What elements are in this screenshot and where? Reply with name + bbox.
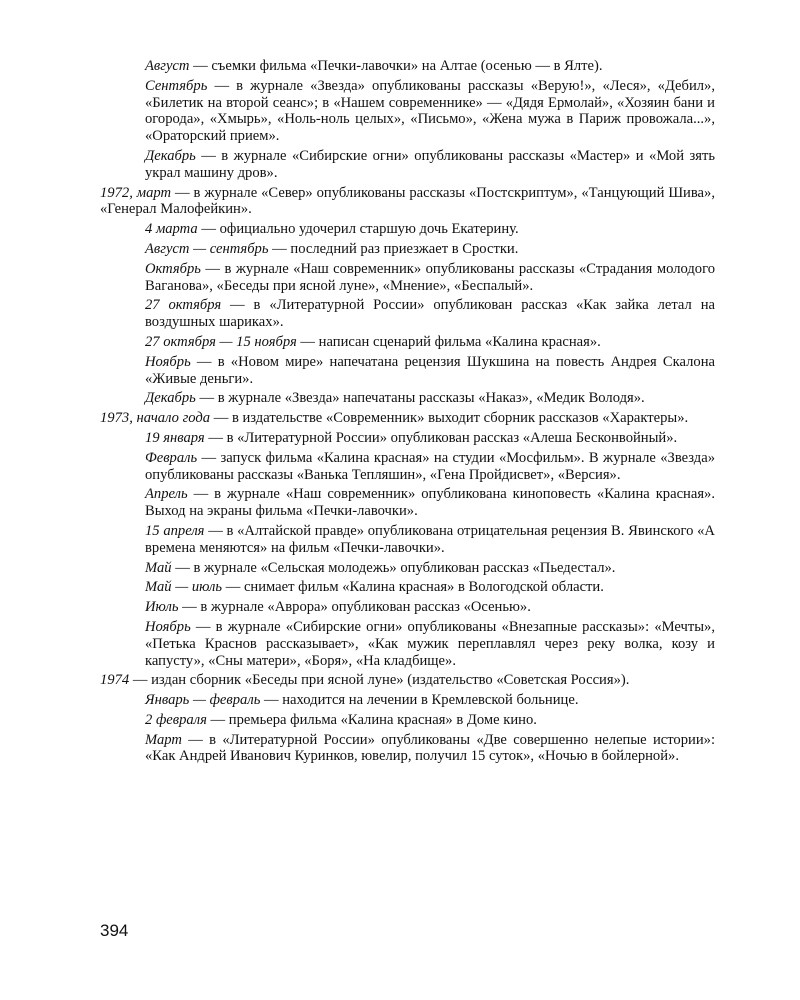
entry-date: Ноябрь: [145, 353, 191, 370]
entry-text: — премьера фильма «Калина красная» в Доме кино.: [206, 711, 537, 728]
entry-text: — в «Алтайской правде» опубликована отрицательная рецензия В. Явинского «А времена меняются» на фильм «Печки-лавочки».: [145, 522, 715, 556]
entry: [145, 619, 715, 669]
entry-text: — запуск фильма «Калина красная» на студии «Мосфильм». В журнале «Звезда» опубликованы рассказы «Ванька Тепляшин», «Гена Пройдисвет», «Версия».: [145, 449, 715, 483]
page-number: 394: [100, 921, 129, 940]
entry-text: — в журнале «Наш современник» опубликована киноповесть «Калина красная». Выход на экраны фильма «Печки-лавочки».: [145, 486, 715, 520]
entry-text: — в журнале «Сибирские огни» опубликованы рассказы «Мастер» и «Мой зять украл машину дров».: [145, 147, 715, 181]
entry-text: — в «Литературной России» опубликован рассказ «Алеша Бесконвойный».: [204, 429, 678, 446]
entry-date: Апрель: [145, 486, 188, 503]
entry-date: Декабрь: [145, 390, 196, 407]
entry-text: — снимает фильм «Калина красная» в Вологодской области.: [222, 579, 604, 596]
entry: [145, 58, 715, 75]
entry-date: Март: [145, 731, 182, 748]
entry-text: — официально удочерил старшую дочь Екатерину.: [197, 221, 519, 238]
entry-date: 4 марта: [145, 221, 198, 238]
entry-date: Май — июль: [145, 579, 223, 596]
entry: [145, 599, 715, 616]
entry: [145, 523, 715, 557]
entry-text: — последний раз приезжает в Сростки.: [268, 240, 519, 257]
entry-text: — в издательстве «Современник» выходит сборник рассказов «Характеры».: [210, 410, 689, 427]
entry-text: — находится на лечении в Кремлевской больнице.: [260, 692, 579, 709]
chronology-text: [100, 58, 715, 768]
year-entry: [100, 410, 715, 427]
entry-text: — в «Литературной России» опубликованы «Две совершенно нелепые истории»: «Как Андрей Иванович Куринков, ювелир, получил 15 суток», «Ночью в бойлерной».: [145, 731, 715, 765]
entry-text: — в «Новом мире» напечатана рецензия Шукшина на повесть Андрея Скалона «Живые деньги».: [145, 353, 715, 387]
entry-date: 1973, начало года: [100, 410, 211, 427]
entry-date: Февраль: [145, 449, 198, 466]
entry-date: 27 октября — 15 ноября: [145, 333, 297, 350]
entry: [145, 579, 715, 596]
entry-date: 27 октября: [145, 297, 222, 314]
entry-text: — съемки фильма «Печки-лавочки» на Алтае (осенью — в Ялте).: [189, 58, 603, 74]
year-entry: [100, 672, 715, 689]
entry: [145, 221, 715, 238]
entry-date: Декабрь: [145, 147, 196, 164]
entry-date: Август — сентябрь: [145, 240, 269, 257]
entry-date: Июль: [145, 599, 179, 616]
entry-date: Январь — февраль: [145, 692, 261, 709]
entry: [145, 732, 715, 766]
entry-text: — в «Литературной России» опубликован рассказ «Как зайка летал на воздушных шариках».: [145, 297, 715, 331]
entry-date: Октябрь: [145, 260, 201, 277]
entry: [145, 712, 715, 729]
entry-text: — в журнале «Сибирские огни» опубликованы «Внезапные рассказы»: «Мечты», «Петька Краснов рассказывает», «Как мужик переплавлял через реку волка, козу и капусту», «Сны матери», «Боря», «На кладбище».: [145, 618, 715, 669]
entry: [145, 334, 715, 351]
entry: [145, 148, 715, 182]
entry-text: — в журнале «Звезда» опубликованы рассказы «Верую!», «Леся», «Дебил», «Билетик на второй сеанс»; в «Нашем современнике» — «Дядя Ермолай», «Хозяин бани и огорода», «Хмырь», «Ноль-ноль целых», «Письмо», «Жена мужа в Париж провожала...», «Ораторский прием».: [145, 77, 715, 145]
entry: [145, 486, 715, 520]
entry-text: — в журнале «Аврора» опубликован рассказ «Осенью».: [178, 599, 531, 616]
entry-date: Май: [145, 559, 172, 576]
entry-date: 15 апреля: [145, 522, 205, 539]
entry-text: — в журнале «Сельская молодежь» опубликован рассказ «Пьедестал».: [171, 559, 616, 576]
entry: [145, 430, 715, 447]
entry-text: — в журнале «Наш современник» опубликованы рассказы «Страдания молодого Ваганова», «Беседы при ясной луне», «Мнение», «Беспалый».: [145, 260, 715, 294]
entry: [145, 692, 715, 709]
entry: [145, 390, 715, 407]
entry: [145, 297, 715, 331]
entry: [145, 354, 715, 388]
entry: [145, 560, 715, 577]
entry-date: 1972, март: [100, 184, 172, 201]
entry: [145, 450, 715, 484]
entry-date: 1974: [100, 672, 130, 689]
entry-date: Ноябрь: [145, 618, 191, 635]
entry: [145, 78, 715, 145]
entry-text: — издан сборник «Беседы при ясной луне» (издательство «Советская Россия»).: [129, 672, 630, 689]
entry-date: 19 января: [145, 429, 205, 446]
entry-text: — в журнале «Север» опубликованы рассказы «Постскриптум», «Танцующий Шива», «Генерал Малофейкин».: [100, 184, 715, 218]
entry: [145, 261, 715, 295]
entry-date: 2 февраля: [145, 711, 207, 728]
entry-text: — в журнале «Звезда» напечатаны рассказы «Наказ», «Медик Володя».: [195, 390, 645, 407]
entry-text: — написан сценарий фильма «Калина красная».: [296, 333, 601, 350]
entry-date: Сентябрь: [145, 77, 208, 94]
entry-date: Август: [145, 58, 190, 74]
entry: [145, 241, 715, 258]
year-entry: [100, 185, 715, 219]
